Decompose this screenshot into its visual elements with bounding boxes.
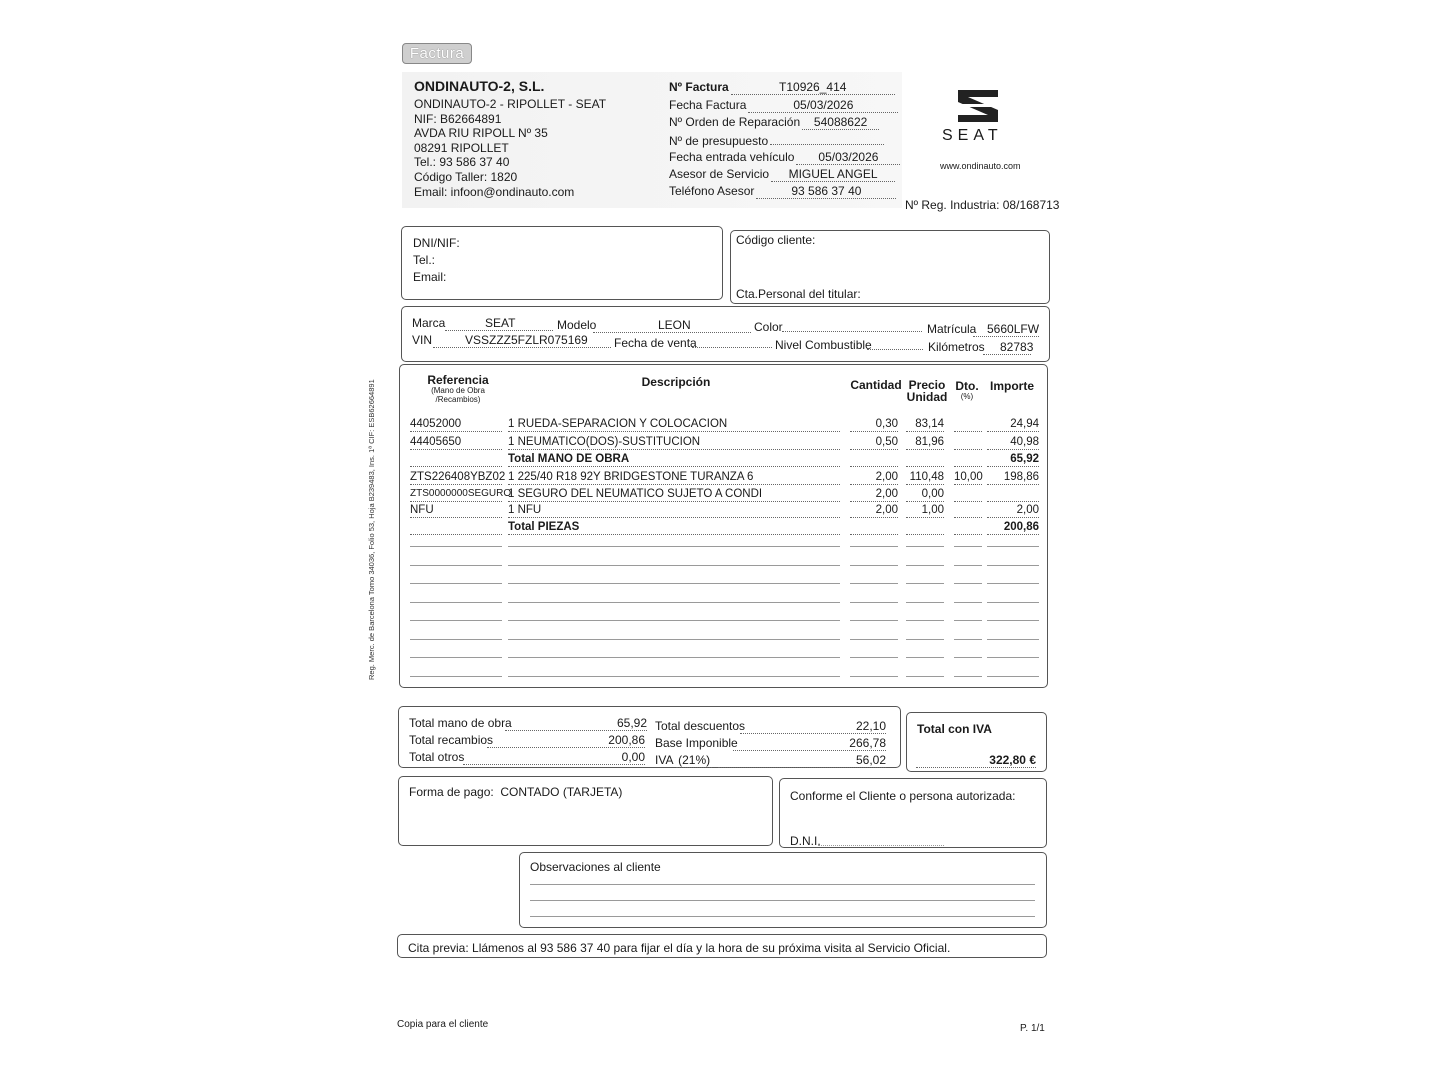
table-blank-line bbox=[410, 565, 502, 566]
company-line: Código Taller: 1820 bbox=[414, 169, 518, 184]
iva-value: 56,02 bbox=[855, 753, 886, 767]
total-descuentos-line bbox=[740, 719, 886, 734]
table-blank-line bbox=[850, 583, 898, 584]
color-label: Color bbox=[754, 320, 783, 334]
table-blank-line bbox=[987, 602, 1039, 603]
table-cell-ref: NFU bbox=[410, 504, 502, 518]
cita-previa-text: Cita previa: Llámenos al 93 586 37 40 para fijar el día y la hora de su próxima visita al Servicio Oficial. bbox=[408, 941, 951, 955]
total-con-iva-label: Total con IVA bbox=[917, 722, 992, 736]
invoice-meta-value: MIGUEL ANGEL bbox=[788, 167, 878, 181]
total-con-iva-value: 322,80 € bbox=[989, 753, 1036, 767]
table-cell-price bbox=[906, 521, 944, 535]
table-cell-dto bbox=[954, 504, 982, 518]
table-blank-line bbox=[850, 676, 898, 677]
table-cell-amount: 65,92 bbox=[987, 453, 1039, 467]
table-blank-line bbox=[906, 639, 944, 640]
total-otros-line bbox=[463, 750, 645, 765]
total-descuentos-value: 22,10 bbox=[855, 719, 886, 733]
total-otros-label: Total otros bbox=[409, 750, 465, 764]
table-blank-line bbox=[410, 639, 502, 640]
total-recambios-label: Total recambios bbox=[409, 733, 494, 747]
table-cell-dto: 10,00 bbox=[954, 471, 983, 483]
table-blank-line bbox=[850, 620, 898, 621]
table-blank-line bbox=[850, 565, 898, 566]
table-cell-dto bbox=[954, 453, 982, 467]
vin-label: VIN bbox=[412, 333, 433, 347]
table-cell-qty: 0,30 bbox=[850, 418, 898, 432]
table-cell-price: 0,00 bbox=[906, 488, 944, 502]
matricula-label: Matrícula bbox=[927, 322, 977, 336]
invoice-meta-label: Teléfono Asesor bbox=[669, 184, 755, 198]
iva-line bbox=[718, 753, 886, 768]
table-blank-line bbox=[954, 602, 982, 603]
color-value bbox=[782, 320, 922, 332]
table-blank-line bbox=[410, 620, 502, 621]
invoice-meta-value: T10926_414 bbox=[779, 80, 847, 94]
table-blank-line bbox=[850, 639, 898, 640]
table-cell-desc: 1 NFU bbox=[508, 504, 840, 518]
obs-line bbox=[530, 916, 1035, 917]
cta-personal-label: Cta.Personal del titular: bbox=[736, 287, 861, 301]
invoice-meta-row bbox=[669, 80, 895, 95]
table-blank-line bbox=[954, 676, 982, 677]
table-blank-line bbox=[954, 620, 982, 621]
company-block bbox=[414, 78, 606, 199]
table-blank-line bbox=[410, 583, 502, 584]
table-blank-line bbox=[987, 565, 1039, 566]
base-imponible-value: 266,78 bbox=[849, 736, 886, 750]
table-cell-desc: 1 225/40 R18 92Y BRIDGESTONE TURANZA 6 bbox=[508, 471, 840, 485]
tel-label: Tel.: bbox=[413, 253, 436, 267]
fecha-venta-value bbox=[692, 336, 772, 348]
table-blank-line bbox=[850, 657, 898, 658]
company-name: ONDINAUTO-2, S.L. bbox=[414, 78, 545, 94]
table-blank-line bbox=[906, 657, 944, 658]
table-blank-line bbox=[508, 565, 840, 566]
table-cell-amount bbox=[987, 488, 1039, 502]
km-label: Kilómetros bbox=[928, 340, 985, 354]
table-cell-desc: 1 RUEDA-SEPARACION Y COLOCACION bbox=[508, 418, 840, 432]
table-cell-amount: 40,98 bbox=[987, 436, 1039, 450]
total-mano-obra-line bbox=[505, 716, 647, 731]
table-cell-qty bbox=[850, 453, 898, 467]
total-mano-obra-value: 65,92 bbox=[616, 716, 647, 730]
table-cell-price bbox=[906, 453, 944, 467]
invoice-meta-label: Nº de presupuesto bbox=[669, 134, 769, 148]
nivel-label: Nivel Combustible bbox=[775, 338, 872, 352]
email-label: Email: bbox=[413, 270, 447, 284]
table-cell-ref: 44052000 bbox=[410, 418, 502, 432]
marca-label: Marca bbox=[412, 316, 446, 330]
table-blank-line bbox=[508, 583, 840, 584]
registry-vertical-text: Reg. Merc. de Barcelona Tomo 34036, Folio 53, Hoja B239483, Ins. 1ª CIF: ESB62664891 bbox=[367, 379, 376, 680]
table-cell-price: 81,96 bbox=[906, 436, 944, 450]
forma-pago-label: Forma de pago: CONTADO (TARJETA) bbox=[409, 785, 623, 799]
forma-pago-value: CONTADO (TARJETA) bbox=[500, 785, 623, 799]
table-blank-line bbox=[508, 602, 840, 603]
table-blank-line bbox=[850, 546, 898, 547]
table-blank-line bbox=[954, 546, 982, 547]
invoice-meta-label: Nº Orden de Reparación bbox=[669, 115, 801, 129]
modelo-label: Modelo bbox=[557, 318, 597, 332]
table-blank-line bbox=[906, 546, 944, 547]
table-cell-qty bbox=[850, 521, 898, 535]
table-blank-line bbox=[906, 676, 944, 677]
table-cell-desc: Total PIEZAS bbox=[508, 521, 840, 535]
dni-signature-label: D.N.I. bbox=[790, 834, 821, 848]
invoice-meta-value: 05/03/2026 bbox=[793, 98, 854, 112]
brand-word: SEAT bbox=[942, 127, 1003, 144]
table-cell-dto bbox=[954, 521, 982, 535]
company-line: Tel.: 93 586 37 40 bbox=[414, 155, 510, 170]
table-cell-ref: ZTS0000000SEGURO bbox=[410, 488, 502, 502]
table-blank-line bbox=[987, 546, 1039, 547]
table-cell-price: 110,48 bbox=[906, 471, 944, 485]
table-cell-amount: 200,86 bbox=[987, 521, 1039, 535]
table-cell-amount: 198,86 bbox=[987, 471, 1039, 485]
invoice-meta-row bbox=[669, 167, 895, 182]
table-blank-line bbox=[906, 565, 944, 566]
total-mano-obra-label: Total mano de obra bbox=[409, 716, 512, 730]
table-blank-line bbox=[954, 583, 982, 584]
table-cell-desc: 1 SEGURO DEL NEUMATICO SUJETO A CONDI bbox=[508, 488, 840, 502]
header-precio: Precio Unidad bbox=[906, 378, 948, 404]
total-recambios-line bbox=[487, 733, 645, 748]
obs-line bbox=[530, 900, 1035, 901]
invoice-meta-label: Asesor de Servicio bbox=[669, 167, 770, 181]
table-blank-line bbox=[987, 620, 1039, 621]
header-referencia: Referencia (Mano de Obra /Recambios) bbox=[427, 373, 489, 404]
table-cell-price: 1,00 bbox=[906, 504, 944, 518]
invoice-meta-row bbox=[669, 98, 898, 113]
base-imponible-label: Base Imponible bbox=[655, 736, 738, 750]
company-line: ONDINAUTO-2 - RIPOLLET - SEAT bbox=[414, 97, 607, 111]
total-otros-value: 0,00 bbox=[621, 750, 645, 764]
table-blank-line bbox=[508, 676, 840, 677]
table-blank-line bbox=[508, 620, 840, 621]
table-blank-line bbox=[987, 583, 1039, 584]
table-blank-line bbox=[906, 583, 944, 584]
table-cell-amount: 2,00 bbox=[987, 504, 1039, 518]
company-lines bbox=[414, 97, 606, 199]
invoice-meta-row bbox=[669, 115, 879, 130]
modelo-value: LEON bbox=[593, 318, 751, 333]
nivel-value bbox=[867, 338, 923, 350]
invoice-meta-row bbox=[669, 133, 884, 148]
invoice-meta-value: 05/03/2026 bbox=[818, 150, 879, 164]
table-cell-dto bbox=[954, 436, 982, 450]
total-con-iva-line bbox=[916, 753, 1036, 768]
table-cell-ref: ZTS226408YBZ02 bbox=[410, 471, 506, 483]
table-blank-line bbox=[954, 639, 982, 640]
reg-industria: Nº Reg. Industria: 08/168713 bbox=[905, 198, 1060, 212]
company-line: AVDA RIU RIPOLL Nº 35 bbox=[414, 126, 548, 141]
header-importe: Importe bbox=[989, 379, 1034, 393]
table-blank-line bbox=[954, 657, 982, 658]
page-number: P. 1/1 bbox=[1020, 1023, 1045, 1034]
seat-logo-icon bbox=[956, 88, 1000, 124]
header-dto: Dto. (%) bbox=[955, 379, 979, 401]
table-cell-qty: 0,50 bbox=[850, 436, 898, 450]
footer-copy-note: Copia para el cliente bbox=[397, 1019, 489, 1030]
km-value: 82783 bbox=[983, 340, 1031, 355]
company-line: Email: infoon@ondinauto.com bbox=[414, 184, 575, 199]
table-cell-ref bbox=[410, 453, 502, 467]
iva-percent: (21%) bbox=[678, 753, 711, 767]
matricula-value: 5660LFW bbox=[973, 322, 1039, 337]
table-blank-line bbox=[906, 602, 944, 603]
invoice-meta-row bbox=[669, 150, 900, 165]
iva-label: IVA (21%) bbox=[655, 753, 711, 767]
base-imponible-line bbox=[733, 736, 886, 751]
table-blank-line bbox=[410, 602, 502, 603]
invoice-meta-label: Nº Factura bbox=[669, 80, 729, 94]
table-cell-desc: Total MANO DE OBRA bbox=[508, 453, 840, 467]
table-blank-line bbox=[850, 602, 898, 603]
table-blank-line bbox=[906, 620, 944, 621]
table-cell-qty: 2,00 bbox=[850, 471, 898, 485]
table-cell-qty: 2,00 bbox=[850, 488, 898, 502]
table-blank-line bbox=[508, 546, 840, 547]
invoice-meta-label: Fecha Factura bbox=[669, 98, 747, 112]
header-cantidad: Cantidad bbox=[850, 378, 902, 392]
codigo-cliente-label: Código cliente: bbox=[736, 233, 816, 247]
vin-value: VSSZZZ5FZLR075169 bbox=[433, 333, 611, 348]
table-cell-desc: 1 NEUMATICO(DOS)-SUSTITUCION bbox=[508, 436, 840, 450]
invoice-meta-label: Fecha entrada vehículo bbox=[669, 150, 795, 164]
table-cell-amount: 24,94 bbox=[987, 418, 1039, 432]
dni-label: DNI/NIF: bbox=[413, 236, 460, 250]
document-type-tab: Factura bbox=[402, 43, 472, 64]
invoice-meta-row bbox=[669, 184, 896, 199]
table-blank-line bbox=[987, 657, 1039, 658]
table-cell-ref: 44405650 bbox=[410, 436, 502, 450]
table-blank-line bbox=[987, 639, 1039, 640]
table-blank-line bbox=[410, 657, 502, 658]
conforme-label: Conforme el Cliente o persona autorizada: bbox=[790, 789, 1016, 803]
invoice-meta-value: 93 586 37 40 bbox=[791, 184, 862, 198]
website: www.ondinauto.com bbox=[940, 161, 1021, 171]
total-descuentos-label: Total descuentos bbox=[655, 719, 746, 733]
company-line: NIF: B62664891 bbox=[414, 111, 502, 126]
table-blank-line bbox=[410, 676, 502, 677]
invoice-meta-value: 54088622 bbox=[813, 115, 868, 129]
table-blank-line bbox=[508, 639, 840, 640]
table-cell-qty: 2,00 bbox=[850, 504, 898, 518]
company-line: 08291 RIPOLLET bbox=[414, 140, 509, 155]
dni-signature-line bbox=[818, 845, 944, 846]
table-blank-line bbox=[954, 565, 982, 566]
marca-value: SEAT bbox=[445, 316, 553, 331]
header-descripcion: Descripción bbox=[641, 375, 711, 389]
table-cell-ref bbox=[410, 521, 502, 535]
table-blank-line bbox=[508, 657, 840, 658]
table-cell-dto bbox=[954, 488, 982, 502]
table-cell-dto bbox=[954, 418, 982, 432]
fecha-venta-label: Fecha de venta bbox=[614, 336, 697, 350]
total-recambios-value: 200,86 bbox=[608, 733, 645, 747]
observaciones-label: Observaciones al cliente bbox=[530, 860, 661, 874]
obs-line bbox=[530, 884, 1035, 885]
table-blank-line bbox=[987, 676, 1039, 677]
table-blank-line bbox=[410, 546, 502, 547]
table-cell-price: 83,14 bbox=[906, 418, 944, 432]
